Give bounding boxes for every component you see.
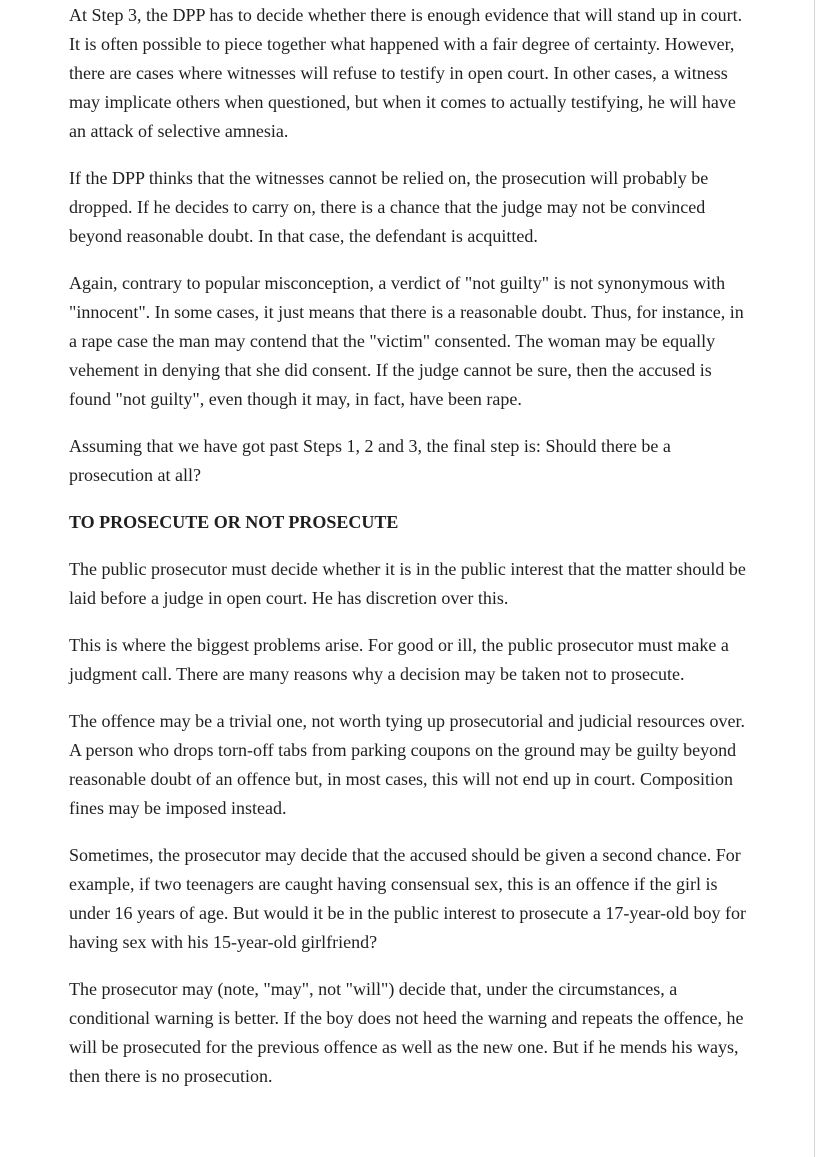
paragraph-second-chance: Sometimes, the prosecutor may decide that the accused should be given a second chance. For example, if two teenagers are caught having consensual sex, this is an offence if the girl is under 16 years of age. But would it be in the public interest to prosecute a 17-year-old boy for having sex with his 15-year-old girlfriend? [69, 845, 746, 952]
paragraph-step-3: At Step 3, the DPP has to decide whether there is enough evidence that will stand up in court. It is often possible to piece together what happened with a fair degree of certainty. However, there are cases where witnesses will refuse to testify in open court. In other cases, a witness may implicate others when questioned, but when it comes to actually testifying, he will have an attack of selective amnesia. [69, 5, 743, 141]
paragraph-trivial-offence: The offence may be a trivial one, not worth tying up prosecutorial and judicial resources over. A person who drops torn-off tabs from parking coupons on the ground may be guilty beyond reasonable doubt of an offence but, in most cases, this will not end up in court. Composition fines may be imposed instead. [69, 711, 745, 818]
paragraph-conditional-warning: The prosecutor may (note, "may", not "will") decide that, under the circumstances, a conditional warning is better. If the boy does not heed the warning and repeats the offence, he will be prosecuted for the previous offence as well as the new one. But if he mends his ways, then there is no prosecution. [69, 979, 744, 1086]
paragraph-public-interest: The public prosecutor must decide whether it is in the public interest that the matter should be laid before a judge in open court. He has discretion over this. [69, 559, 746, 608]
paragraph-final-step: Assuming that we have got past Steps 1, 2 and 3, the final step is: Should there be a prosecution at all? [69, 436, 671, 485]
paragraph-judgment-call: This is where the biggest problems arise. For good or ill, the public prosecutor must make a judgment call. There are many reasons why a decision may be taken not to prosecute. [69, 635, 729, 684]
paragraph-not-guilty: Again, contrary to popular misconception, a verdict of "not guilty" is not synonymous with "innocent". In some cases, it just means that there is a reasonable doubt. Thus, for instance, in a rape case the man may contend that the "victim" consented. The woman may be equally vehement in denying that she did consent. If the judge cannot be sure, then the accused is found "not guilty", even though it may, in fact, have been rape. [69, 273, 744, 409]
article-body [69, 0, 749, 1109]
section-heading: TO PROSECUTE OR NOT PROSECUTE [69, 512, 399, 532]
page-edge-divider [814, 0, 815, 1157]
paragraph-witnesses: If the DPP thinks that the witnesses cannot be relied on, the prosecution will probably be dropped. If he decides to carry on, there is a chance that the judge may not be convinced beyond reasonable doubt. In that case, the defendant is acquitted. [69, 168, 709, 246]
